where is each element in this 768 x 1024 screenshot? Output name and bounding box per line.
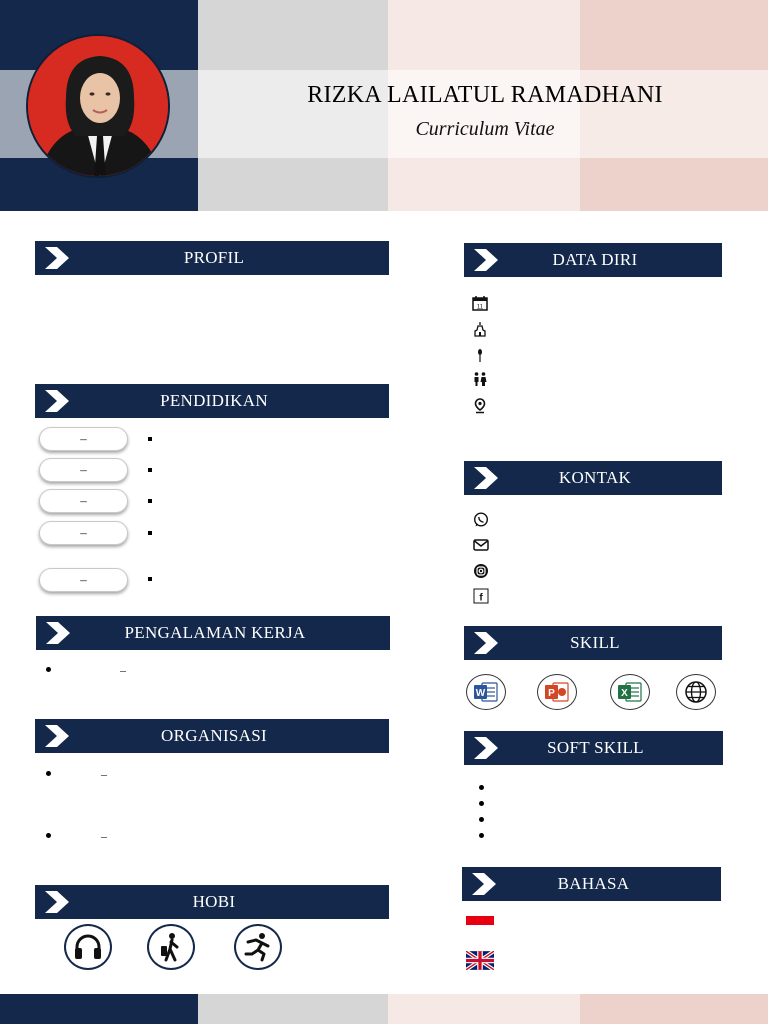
religion-icon bbox=[472, 321, 488, 337]
education-year-pill: – bbox=[39, 427, 128, 451]
section-title-data-diri: DATA DIRI bbox=[552, 250, 638, 269]
chevron-right-icon bbox=[43, 246, 71, 270]
uk-flag-icon bbox=[466, 951, 494, 970]
powerpoint-icon bbox=[537, 674, 577, 710]
location-pin-icon bbox=[472, 398, 488, 414]
education-year-pill: – bbox=[39, 521, 128, 545]
section-title-profil: PROFIL bbox=[183, 248, 245, 267]
email-icon bbox=[473, 537, 489, 553]
section-bar-pendidikan bbox=[35, 384, 389, 418]
bullet bbox=[479, 785, 484, 790]
section-title-hobi: HOBI bbox=[192, 892, 236, 911]
section-bar-soft-skill bbox=[464, 731, 723, 765]
section-title-bahasa: BAHASA bbox=[557, 874, 630, 893]
svg-text:W: W bbox=[475, 688, 486, 699]
excel-icon bbox=[610, 674, 650, 710]
traveling-icon bbox=[147, 924, 195, 970]
gender-icon bbox=[472, 371, 488, 387]
footer-pink-block bbox=[388, 994, 580, 1024]
running-icon bbox=[234, 924, 282, 970]
footer-grey-block bbox=[198, 994, 388, 1024]
internet-icon bbox=[676, 674, 716, 710]
organization-separator: – bbox=[101, 767, 107, 781]
section-bar-organisasi bbox=[35, 719, 389, 753]
bullet bbox=[148, 437, 152, 441]
svg-text:11: 11 bbox=[476, 304, 484, 311]
section-title-kontak: KONTAK bbox=[558, 468, 632, 487]
section-bar-kontak bbox=[464, 461, 722, 495]
experience-separator: – bbox=[120, 663, 126, 677]
footer-rose-block bbox=[580, 994, 768, 1024]
chevron-right-icon bbox=[472, 736, 500, 760]
section-bar-profil bbox=[35, 241, 389, 275]
bullet bbox=[148, 577, 152, 581]
section-title-organisasi: ORGANISASI bbox=[161, 726, 267, 745]
section-title-soft-skill: SOFT SKILL bbox=[547, 738, 644, 757]
chevron-right-icon bbox=[470, 872, 498, 896]
bullet bbox=[479, 817, 484, 822]
bullet bbox=[148, 468, 152, 472]
chevron-right-icon bbox=[43, 724, 71, 748]
section-bar-bahasa bbox=[462, 867, 721, 901]
bullet bbox=[46, 833, 51, 838]
section-title-pengalaman-kerja: PENGALAMAN KERJA bbox=[124, 623, 306, 642]
person-name: RIZKA LAILATUL RAMADHANI bbox=[307, 82, 663, 108]
instagram-icon bbox=[473, 563, 489, 579]
svg-text:P: P bbox=[548, 688, 555, 699]
chevron-right-icon bbox=[472, 248, 500, 272]
section-title-skill: SKILL bbox=[570, 633, 620, 652]
bullet bbox=[479, 833, 484, 838]
headphones-icon bbox=[64, 924, 112, 970]
chevron-right-icon bbox=[472, 466, 500, 490]
bullet bbox=[46, 667, 51, 672]
bullet bbox=[148, 499, 152, 503]
section-title-pendidikan: PENDIDIKAN bbox=[160, 391, 268, 410]
height-icon bbox=[472, 347, 488, 363]
education-year-pill: – bbox=[39, 568, 128, 592]
calendar-icon bbox=[472, 295, 488, 311]
section-bar-pengalaman-kerja bbox=[36, 616, 390, 650]
document-subtitle: Curriculum Vitae bbox=[415, 118, 555, 140]
footer-navy-block bbox=[0, 994, 198, 1024]
bullet bbox=[46, 771, 51, 776]
svg-text:f: f bbox=[479, 592, 483, 604]
indonesia-flag-icon bbox=[466, 916, 494, 934]
section-bar-hobi bbox=[35, 885, 389, 919]
chevron-right-icon bbox=[44, 621, 72, 645]
whatsapp-icon bbox=[473, 512, 489, 528]
profile-photo bbox=[26, 34, 170, 178]
chevron-right-icon bbox=[43, 389, 71, 413]
education-year-pill: – bbox=[39, 458, 128, 482]
bullet bbox=[479, 801, 484, 806]
word-icon bbox=[466, 674, 506, 710]
organization-separator: – bbox=[101, 829, 107, 843]
facebook-icon bbox=[473, 588, 489, 604]
bullet bbox=[148, 531, 152, 535]
svg-text:X: X bbox=[621, 688, 628, 699]
section-bar-data-diri bbox=[464, 243, 722, 277]
chevron-right-icon bbox=[43, 890, 71, 914]
section-bar-skill bbox=[464, 626, 722, 660]
chevron-right-icon bbox=[472, 631, 500, 655]
education-year-pill: – bbox=[39, 489, 128, 513]
